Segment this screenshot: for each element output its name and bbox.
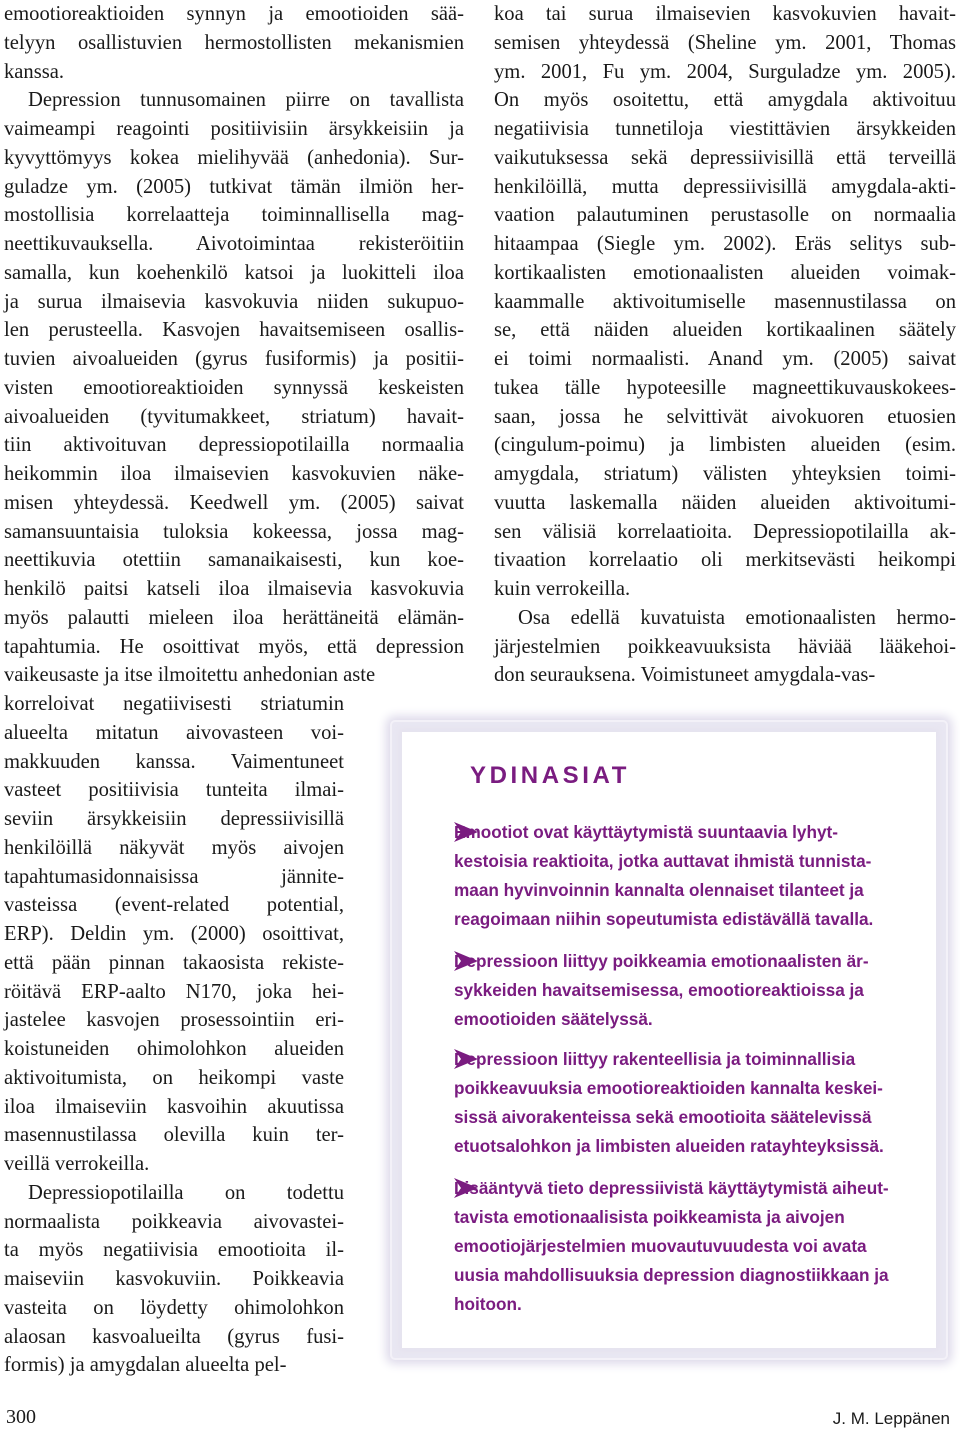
core-point-3	[454, 1045, 934, 1161]
text-line: don seurauksena. Voimistuneet amygdala-vas-	[494, 664, 876, 687]
left-paragraph-3	[4, 1179, 344, 1380]
text-line: samansuuntaisia tuloksia kokeessa, jossa mag-	[4, 520, 464, 543]
left-paragraph-2	[4, 86, 464, 690]
text-line: korreloivat negatiivisesti striatumin	[4, 693, 344, 715]
text-line: henkilö paitsi katseli iloa ilmaisevia kasvokuvia	[4, 578, 464, 600]
text-line: tiin aktivoituvan depressiopotilailla normaalia	[4, 434, 464, 457]
core-point-line: tavista emotionaalisista poikkeamista ja aivojen	[454, 1207, 845, 1227]
core-point-line: sissä aivorakenteissa sekä emootioita säätelevissä	[454, 1107, 872, 1127]
text-line: telyyn osallistuvien hermostollisten mekanismien	[4, 31, 464, 54]
text-line: formis) ja amygdalan alueelta pel-	[4, 1354, 287, 1377]
core-point-1	[454, 818, 934, 934]
text-line: se, että näiden alueiden kortikaalinen säätely	[494, 319, 956, 342]
text-line: alueelta mitatun aivovasteen voi-	[4, 721, 344, 744]
left-paragraph-1	[4, 0, 464, 86]
text-line: ERP). Deldin ym. (2000) osoittivat,	[4, 923, 344, 945]
core-points-title: YDINASIAT	[470, 762, 630, 789]
core-point-4	[454, 1174, 934, 1319]
text-line: tapahtumia. He osoittivat myös, että depression	[4, 635, 464, 658]
text-line: että pään pinnan takaosista rekiste-	[4, 951, 344, 974]
text-line: vaimeampi reagointi positiivisiin ärsykkeisiin ja	[4, 118, 464, 140]
core-point-2-text	[454, 947, 934, 1034]
text-line: neettikuvia otettiin samanaikaisesti, kun koe-	[4, 549, 464, 572]
text-line: saan, jossa he selvittivät aivokuoren etuosien	[494, 405, 956, 428]
text-line: veillä verrokeilla.	[4, 1153, 150, 1175]
core-point-4-text	[454, 1174, 934, 1319]
text-line: maiseviin kasvokuviin. Poikkeavia	[4, 1268, 344, 1290]
text-line: misen yhteydessä. Keedwell ym. (2005) saivat	[4, 491, 464, 514]
core-point-line: kestoisia reaktioita, jotka auttavat ihmistä tunnista-	[454, 851, 872, 871]
text-line: myös palautti mieleen iloa herättäneitä elämän-	[4, 606, 464, 629]
core-point-line: maan hyvinvoinnin kannalta olennaiset tilanteet ja	[454, 880, 864, 900]
text-line: vaikeusaste ja itse ilmoitettu anhedonian aste	[4, 664, 376, 687]
right-column	[494, 0, 956, 690]
text-line: kortikaalisten emotionaalisten alueiden voimak-	[494, 261, 956, 284]
text-line: tivaation korrelaatio oli merkitsevästi heikompi	[494, 549, 956, 572]
text-line: vuutta laskemalla näiden alueiden aktivoitumi-	[494, 491, 956, 514]
text-line: mostollisia korrelaatteja toiminnallisella mag-	[4, 204, 464, 227]
text-line: sen välisiä korrelaatioita. Depressiopotilailla ak-	[494, 520, 956, 543]
text-line: vasteissa (event-related potential,	[4, 894, 344, 917]
text-line: kuin verrokeilla.	[494, 578, 631, 600]
core-point-line: emootiojärjestelmien muovautuvuudesta voi avata	[454, 1236, 867, 1256]
text-line: (cingulum-poimu) ja limbisten alueiden (esim.	[494, 434, 956, 457]
text-line: tapahtumasidonnaisissa jännite-	[4, 865, 344, 888]
text-line: seviin ärsykkeisiin depressiivisillä	[4, 808, 344, 830]
core-point-line: poikkeavuuksia emootioreaktioiden kannalta keskei-	[454, 1078, 883, 1098]
core-point-line: uusia mahdollisuuksia depression diagnostiikkaan ja	[454, 1265, 889, 1285]
text-line: kyvyttömyys kokea mielihyvää (anhedonia). Sur-	[4, 146, 464, 169]
text-line: makkuuden kanssa. Vaimentuneet	[4, 750, 344, 773]
text-line: normaalista poikkeavia aivovastei-	[4, 1210, 344, 1233]
text-line: henkilöillä, mutta depressiivisillä amygdala-akti-	[494, 175, 956, 198]
text-line: heikommin iloa ilmaisevien kasvokuvien näke-	[4, 463, 464, 485]
text-line: ja surua ilmaisevia kasvokuvia niiden sukupuo-	[4, 290, 464, 313]
core-point-line: hoitoon.	[454, 1294, 522, 1314]
text-line: samalla, kun koehenkilö katsoi ja luokitteli iloa	[4, 261, 464, 284]
text-line: kaammalle aktivoitumiselle masennustilassa on	[494, 290, 956, 313]
text-line: Depressiopotilailla on todettu	[28, 1181, 344, 1204]
core-point-line: etuotsalohkon ja limbisten alueiden ratayhteyksissä.	[454, 1136, 884, 1156]
text-line: vaikutuksessa sekä depressiivisillä että terveillä	[494, 146, 956, 169]
core-point-line: Depressioon liittyy rakenteellisia ja toiminnallisia	[454, 1049, 856, 1069]
core-point-line: Emootiot ovat käyttäytymistä suuntaavia lyhyt-	[454, 822, 838, 842]
text-line: alaosan kasvoalueilta (gyrus fusi-	[4, 1325, 344, 1348]
core-point-line: sykkeiden havaitsemisessa, emootioreaktioissa ja	[454, 980, 864, 1000]
author-name: J. M. Leppänen	[832, 1409, 950, 1428]
text-line: Osa edellä kuvatuista emotionaalisten hermo-	[518, 606, 956, 629]
text-line: ta myös negatiivisia emootioita il-	[4, 1239, 344, 1262]
text-line: tuvien aivoalueiden (gyrus fusiformis) ja positii-	[4, 348, 464, 370]
text-line: vasteet positiivisia tunteita ilmai-	[4, 779, 344, 802]
text-line: jastelee kasvojen prosessointiin eri-	[4, 1009, 344, 1032]
core-point-3-text	[454, 1045, 934, 1161]
text-line: aktivoitumista, on heikompi vaste	[4, 1066, 344, 1089]
text-line: neettikuvauksella. Aivotoimintaa rekisteröitiin	[4, 233, 464, 255]
text-line: aivoalueiden (tyvitumakkeet, striatum) havait-	[4, 405, 464, 428]
core-point-line: emootioiden säätelyssä.	[454, 1009, 653, 1029]
core-point-line: Depressioon liittyy poikkeamia emotionaalisten är-	[454, 951, 869, 971]
text-line: amygdala, striatum) välisten yhteyksien toimi-	[494, 463, 956, 485]
text-line: On myös osoitettu, että amygdala aktivoituu	[494, 89, 956, 112]
text-line: len perusteella. Kasvojen havaitsemiseen osallis-	[4, 319, 464, 342]
right-paragraph-2	[494, 604, 956, 690]
core-points-box	[392, 722, 946, 1358]
text-line: järjestelmien poikkeavuuksista häviää lääkehoi-	[494, 635, 956, 658]
text-line: negatiivisia tunnetiloja viestittävien ärsykkeiden	[494, 118, 956, 140]
text-line: visten emootioreaktioiden synnyssä keskeisten	[4, 376, 464, 399]
left-paragraph-2-continued	[4, 690, 344, 1179]
text-line: emootioreaktioiden synnyn ja emootioiden sää-	[4, 3, 464, 25]
text-line: semisen yhteydessä (Sheline ym. 2001, Thomas	[494, 31, 956, 54]
text-line: röitävä ERP-aalto N170, joka hei-	[4, 980, 344, 1003]
text-line: Depression tunnusomainen piirre on tavallista	[28, 89, 464, 112]
text-line: kanssa.	[4, 60, 65, 83]
text-line: guladze ym. (2005) tutkivat tämän ilmiön her-	[4, 175, 464, 198]
core-point-line: Lisääntyvä tieto depressiivistä käyttäytymistä aiheut-	[454, 1178, 889, 1198]
text-line: koistuneiden ohimolohkon alueiden	[4, 1038, 344, 1060]
text-line: ym. 2001, Fu ym. 2004, Surguladze ym. 2005).	[494, 60, 956, 83]
text-line: vaation palautuminen perustasolle on normaalia	[494, 204, 956, 227]
text-line: henkilöillä näkyvät myös aivojen	[4, 836, 344, 859]
page-number: 300	[6, 1406, 36, 1428]
text-line: koa tai surua ilmaisevien kasvokuvien havait-	[494, 3, 956, 25]
text-line: ei toimi normaalisti. Anand ym. (2005) saivat	[494, 348, 956, 370]
core-point-2	[454, 947, 934, 1034]
text-line: hitaampaa (Siegle ym. 2002). Eräs selitys sub-	[494, 233, 956, 255]
core-point-line: reagoimaan niihin sopeutumista edistävällä tavalla.	[454, 909, 874, 929]
text-line: vasteita on löydetty ohimolohkon	[4, 1296, 344, 1319]
right-paragraph-1	[494, 0, 956, 604]
text-line: iloa ilmaiseviin kasvoihin akuutissa	[4, 1095, 344, 1118]
text-line: tukea tälle hypoteesille magneettikuvauskokees-	[494, 376, 956, 399]
core-point-1-text	[454, 818, 934, 934]
text-line: masennustilassa olevilla kuin ter-	[4, 1124, 344, 1147]
